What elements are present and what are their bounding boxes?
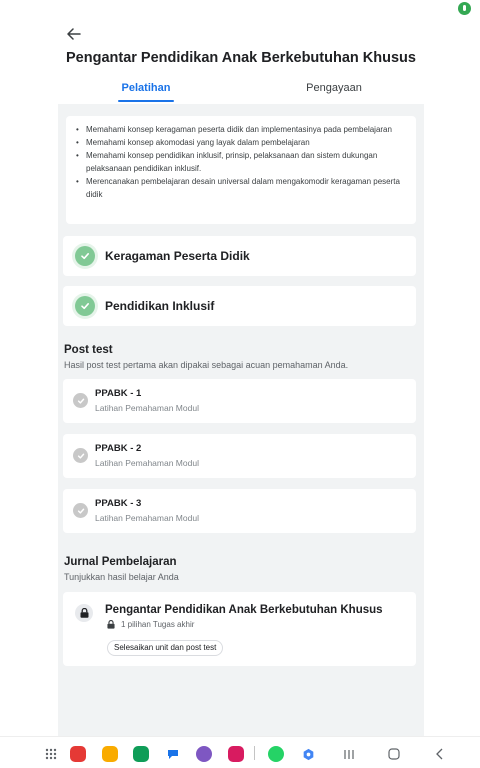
whatsapp-icon[interactable] — [267, 745, 285, 763]
navbar-divider — [254, 746, 255, 760]
objectives-list — [76, 124, 406, 201]
yellow-app-icon[interactable] — [101, 745, 119, 763]
mic-indicator-icon — [458, 2, 471, 15]
blue-settings-icon[interactable] — [299, 745, 317, 763]
test-subtitle: Latihan Pemahaman Modul — [95, 403, 199, 413]
back-icon[interactable] — [431, 745, 449, 763]
journal-card-title: Pengantar Pendidikan Anak Berkebutuhan Khusus — [105, 604, 383, 616]
journal-card-meta — [107, 620, 194, 629]
check-circle-icon — [73, 503, 88, 518]
post-test-item-3[interactable] — [63, 489, 416, 533]
green-phone-icon[interactable] — [132, 745, 150, 763]
pink-camera-icon[interactable] — [227, 745, 245, 763]
main-content[interactable] — [58, 104, 424, 736]
post-test-subtitle: Hasil post test pertama akan dipakai sebagai acuan pemahaman Anda. — [64, 360, 349, 370]
test-name: PPABK - 3 — [95, 498, 142, 509]
test-subtitle: Latihan Pemahaman Modul — [95, 513, 199, 523]
module-label: Keragaman Peserta Didik — [105, 249, 250, 263]
small-lock-icon — [107, 620, 115, 629]
test-name: PPABK - 2 — [95, 443, 142, 454]
objective-item: • Memahami konsep pendidikan inklusif, prinsip, pelaksanaan dan sistem dukungan pelaksanaan pendidikan inklusif. — [76, 150, 406, 176]
journal-card[interactable] — [63, 592, 416, 666]
objective-item: • Memahami konsep akomodasi yang layak dalam pembelajaran — [76, 137, 406, 150]
back-button[interactable] — [62, 22, 86, 46]
recents-icon[interactable] — [340, 745, 358, 763]
journal-requirement-chip: Selesaikan unit dan post test — [107, 640, 223, 656]
journal-subtitle: Tunjukkan hasil belajar Anda — [64, 572, 179, 582]
objective-item: • Merencanakan pembelajaran desain universal dalam mengakomodir keragaman peserta didik — [76, 176, 406, 202]
tab-pengayaan[interactable]: Pengayaan — [306, 82, 362, 94]
post-test-heading: Post test — [64, 344, 113, 356]
journal-heading: Jurnal Pembelajaran — [64, 556, 177, 568]
objective-item: • Memahami konsep keragaman peserta didik dan implementasinya pada pembelajaran — [76, 124, 406, 137]
lock-icon — [75, 604, 93, 622]
apps-grid-icon[interactable] — [42, 745, 60, 763]
tab-bar — [58, 80, 424, 104]
check-circle-icon — [73, 393, 88, 408]
home-icon[interactable] — [385, 745, 403, 763]
module-label: Pendidikan Inklusif — [105, 299, 215, 313]
test-subtitle: Latihan Pemahaman Modul — [95, 458, 199, 468]
purple-app-icon[interactable] — [195, 745, 213, 763]
test-name: PPABK - 1 — [95, 388, 142, 399]
learning-objectives-card — [66, 116, 416, 224]
system-navigation-bar — [0, 736, 480, 768]
red-app-icon[interactable] — [69, 745, 87, 763]
post-test-item-1[interactable] — [63, 379, 416, 423]
check-circle-icon — [75, 246, 95, 266]
tab-pelatihan[interactable]: Pelatihan — [58, 80, 234, 104]
post-test-item-2[interactable] — [63, 434, 416, 478]
blue-chat-icon[interactable] — [164, 745, 182, 763]
journal-card-meta-text: 1 pilihan Tugas akhir — [121, 620, 195, 629]
arrow-left-icon — [67, 27, 81, 41]
module-card-inklusif[interactable] — [63, 286, 416, 326]
page-title: Pengantar Pendidikan Anak Berkebutuhan Khusus — [66, 50, 416, 66]
module-card-keragaman[interactable] — [63, 236, 416, 276]
check-circle-icon — [73, 448, 88, 463]
check-circle-icon — [75, 296, 95, 316]
